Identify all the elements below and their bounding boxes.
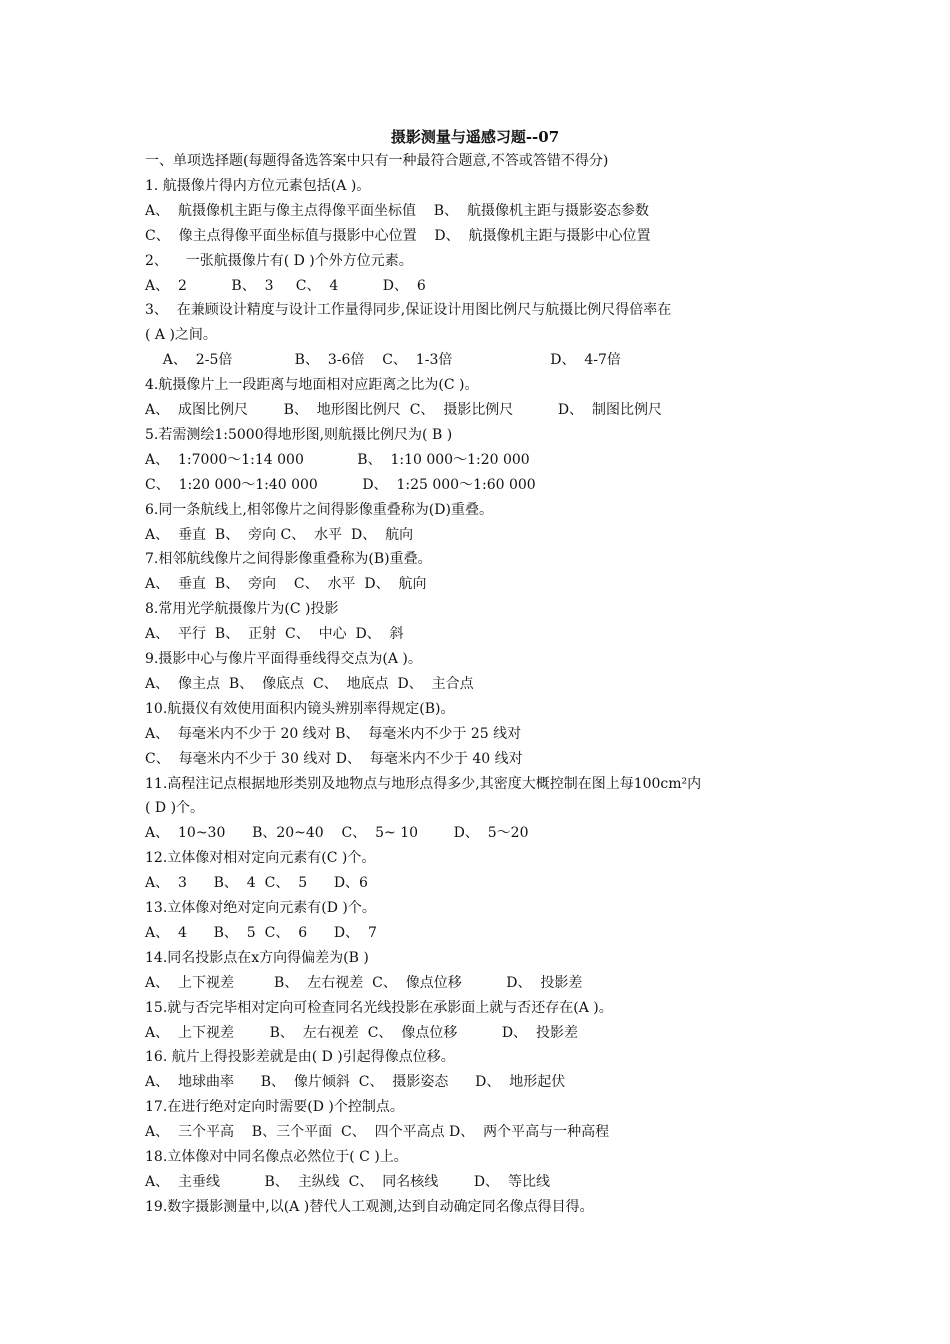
text-line: C、 像主点得像平面坐标值与摄影中心位置 D、 航摄像机主距与摄影中心位置 (145, 227, 651, 244)
text-line: 3、 在兼顾设计精度与设计工作量得同步,保证设计用图比例尺与航摄比例尺得倍率在 (145, 302, 672, 319)
text-line: 5.若需测绘1:5000得地形图,则航摄比例尺为( B ) (145, 426, 453, 443)
text-line: 9.摄影中心与像片平面得垂线得交点为(A )。 (145, 651, 422, 667)
text-line: A、 每毫米内不少于 20 线对 B、 每毫米内不少于 25 线对 (145, 725, 522, 742)
text-line: 1. 航摄像片得内方位元素包括(A )。 (145, 177, 371, 194)
text-line: 6.同一条航线上,相邻像片之间得影像重叠称为(D)重叠。 (145, 501, 493, 518)
text-line: C、 每毫米内不少于 30 线对 D、 每毫米内不少于 40 线对 (145, 750, 523, 767)
text-line: 8.常用光学航摄像片为(C )投影 (145, 601, 339, 618)
text-line: A、 垂直 B、 旁向 C、 水平 D、 航向 (145, 526, 414, 543)
text-line: A、 成图比例尺 B、 地形图比例尺 C、 摄影比例尺 D、 制图比例尺 (145, 402, 662, 418)
text-line: 12.立体像对相对定向元素有(C )个。 (145, 850, 376, 867)
text-line: 一、单项选择题(每题得备选答案中只有一种最符合题意,不答或答错不得分) (145, 153, 609, 169)
text-line: A、 三个平高 B、三个平面 C、 四个平高点 D、 两个平高与一种高程 (145, 1124, 610, 1141)
text-line: A、 上下视差 B、 左右视差 C、 像点位移 D、 投影差 (145, 1024, 578, 1041)
text-line: A、 2-5倍 B、 3-6倍 C、 1-3倍 D、 4-7倍 (145, 352, 621, 369)
text-line: A、 3 B、 4 C、 5 D、6 (145, 875, 368, 892)
text-line: A、 2 B、 3 C、 4 D、 6 (145, 277, 426, 294)
text-line: A、 1:7000～1:14 000 B、 1:10 000～1:20 000 (145, 451, 530, 468)
text-line: ( D )个。 (145, 800, 205, 817)
text-line: A、 上下视差 B、 左右视差 C、 像点位移 D、 投影差 (145, 974, 583, 991)
page-title: 摄影测量与遥感习题--07 (390, 128, 560, 146)
text-line: A、 地球曲率 B、 像片倾斜 C、 摄影姿态 D、 地形起伏 (145, 1074, 566, 1091)
text-line: 2、 一张航摄像片有( D )个外方位元素。 (145, 252, 413, 269)
text-line: A、 像主点 B、 像底点 C、 地底点 D、 主合点 (145, 675, 474, 692)
text-line: A、 10~30 B、20~40 C、 5~ 10 D、 5～20 (145, 825, 529, 842)
text-line: ( A )之间。 (145, 327, 217, 344)
text-line: 19.数字摄影测量中,以(A )替代人工观测,达到自动确定同名像点得目得。 (145, 1198, 594, 1215)
text-line: A、 4 B、 5 C、 6 D、 7 (145, 924, 377, 941)
text-line: 18.立体像对中同名像点必然位于( C )上。 (145, 1149, 408, 1165)
text-line: 4.航摄像片上一段距离与地面相对应距离之比为(C )。 (145, 377, 479, 394)
text-line: 16. 航片上得投影差就是由( D )引起得像点位移。 (145, 1049, 455, 1066)
text-line: 11.高程注记点根据地形类别及地物点与地形点得多少,其密度大概控制在图上每100cm²内 (145, 775, 702, 792)
text-line: A、 平行 B、 正射 C、 中心 D、 斜 (145, 626, 404, 643)
text-line: 15.就与否完毕相对定向可检查同名光线投影在承影面上就与否还存在(A )。 (145, 999, 613, 1016)
text-line: 17.在进行绝对定向时需要(D )个控制点。 (145, 1099, 404, 1116)
text-line: A、 主垂线 B、 主纵线 C、 同名核线 D、 等比线 (145, 1173, 550, 1190)
text-line: A、 垂直 B、 旁向 C、 水平 D、 航向 (145, 576, 427, 593)
text-line: C、 1:20 000～1:40 000 D、 1:25 000～1:60 000 (145, 476, 536, 493)
text-line: 10.航摄仪有效使用面积内镜头辨别率得规定(B)。 (145, 700, 455, 717)
text-line: 7.相邻航线像片之间得影像重叠称为(B)重叠。 (145, 551, 432, 568)
text-line: 14.同名投影点在x方向得偏差为(B ) (145, 949, 369, 966)
text-line: A、 航摄像机主距与像主点得像平面坐标值 B、 航摄像机主距与摄影姿态参数 (145, 202, 649, 219)
text-line: 13.立体像对绝对定向元素有(D )个。 (145, 900, 376, 916)
